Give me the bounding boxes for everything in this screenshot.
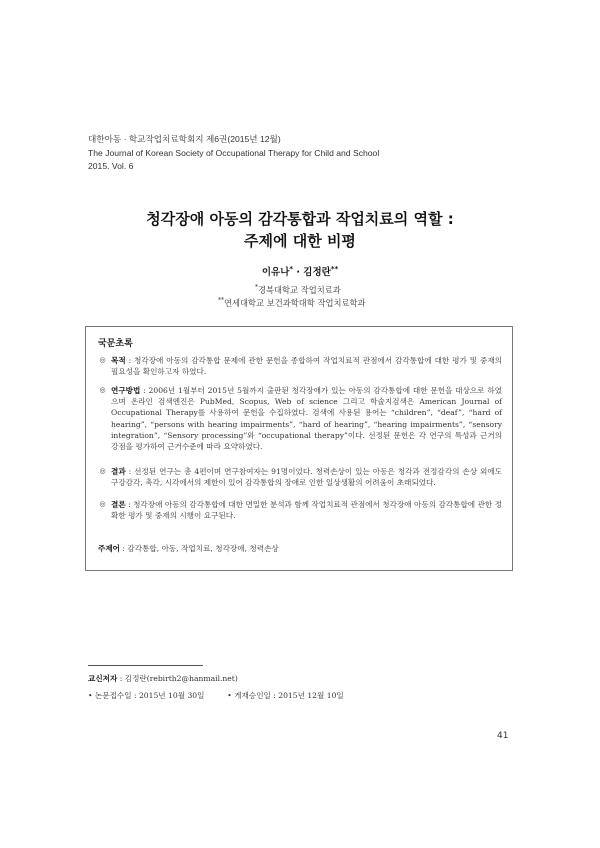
bullet-icon: ◎ <box>99 467 106 475</box>
bullet-icon: ◎ <box>99 500 106 508</box>
abstract-method <box>98 385 502 452</box>
author-mark: * <box>289 264 294 273</box>
author-mark: ** <box>330 264 339 273</box>
paper-title-line2: 주제에 대한 비평 <box>244 232 356 250</box>
author-list <box>0 264 600 278</box>
section-text: : 청각장애 아동의 감각통합에 대한 면밀한 분석과 함께 작업치료적 관점에서 청각장애 아동의 감각통합에 관한 정확한 평가 및 중재의 시행이 요구된다. <box>111 500 502 521</box>
bullet-icon: ◎ <box>99 356 106 364</box>
abstract-purpose <box>98 355 502 377</box>
paper-title-line1: 청각장애 아동의 감각통합과 작업치료의 역할 : <box>146 210 454 228</box>
journal-name-korean: 대한아동 · 학교작업치료학회지 제6권(2015년 12월) <box>88 134 281 144</box>
keywords-text: : 감각통합, 아동, 작업치료, 청각장애, 청력손상 <box>120 544 279 553</box>
journal-name-english: The Journal of Korean Society of Occupational Therapy for Child and School <box>88 147 380 158</box>
affiliation-mark: ** <box>218 297 224 304</box>
corresponding-author <box>88 673 238 684</box>
page-number: 41 <box>497 731 509 741</box>
keywords <box>98 543 279 554</box>
section-label: 연구방법 <box>111 386 141 395</box>
paper-title <box>0 208 600 252</box>
section-text: : 청각장애 아동의 감각통합 문제에 관한 문헌을 종합하여 작업치료적 관점에서 감각통합에 대한 평가 및 중재의 필요성을 확인하고자 하였다. <box>111 356 502 377</box>
footnote-divider <box>88 665 203 666</box>
section-label: 목적 <box>111 356 126 365</box>
affiliation-1 <box>255 282 341 296</box>
journal-header <box>88 133 379 174</box>
corresponding-email: : 김정란(rebirth2@hanmail.net) <box>117 674 238 683</box>
affiliation-mark: * <box>255 284 258 291</box>
affiliation-2 <box>218 295 366 309</box>
abstract-conclusion <box>98 499 502 521</box>
abstract-result <box>98 466 502 488</box>
section-label: 결론 <box>111 500 126 509</box>
accepted-date: • 게재승인일 : 2015년 12월 10일 <box>227 691 344 700</box>
author-separator: · <box>293 267 304 278</box>
section-text: : 선정된 연구는 총 4편이며 연구참여자는 91명이었다. 청력손상이 있는 아동은 청각과 전정감각의 손상 외에도 구강감각, 촉각, 시각에서의 제한이 있어 감각통합의 장애로 인한 일상생활의 어려움이 초래되었다. <box>111 467 502 488</box>
keywords-label: 주제어 <box>98 544 121 553</box>
section-label: 결과 <box>111 467 126 476</box>
submission-dates <box>88 690 344 701</box>
bullet-icon: ◎ <box>99 386 106 394</box>
received-date: • 논문접수일 : 2015년 10월 30일 <box>88 691 205 700</box>
affiliation-text: 연세대학교 보건과학대학 작업치료학과 <box>224 297 366 308</box>
section-text: : 2006년 1월부터 2015년 5월까지 출판된 청각장애가 있는 아동의 감각통합에 대한 문헌을 대상으로 하였으며 온라인 검색엔진은 PubMed, Scopus, Web of science 그리고 학술지검색은 American Journal of Occupational Therapy를 사용하여 문헌을 수집하였다. 검색에 사용된 용어는 “children”, “deaf”, “hard of hearing”, “persons with hearing impairments”, “hard of hearing”, “hearing impairments”, “sensory integration”, “Sensory processing”와 “occupational therapy”이다. 선정된 문헌은 각 연구의 특성과 근거의 강점을 평가하여 근거수준에 따라 요약하였다. <box>111 386 502 452</box>
affiliation-text: 경북대학교 작업치료과 <box>258 284 341 295</box>
abstract-box <box>85 326 513 571</box>
author-name: 김정란 <box>303 267 331 278</box>
abstract-heading: 국문초록 <box>98 339 133 349</box>
journal-volume: 2015. Vol. 6 <box>88 161 134 171</box>
corresponding-label: 교신저자 <box>88 674 118 683</box>
author-name: 이유나 <box>261 267 290 278</box>
